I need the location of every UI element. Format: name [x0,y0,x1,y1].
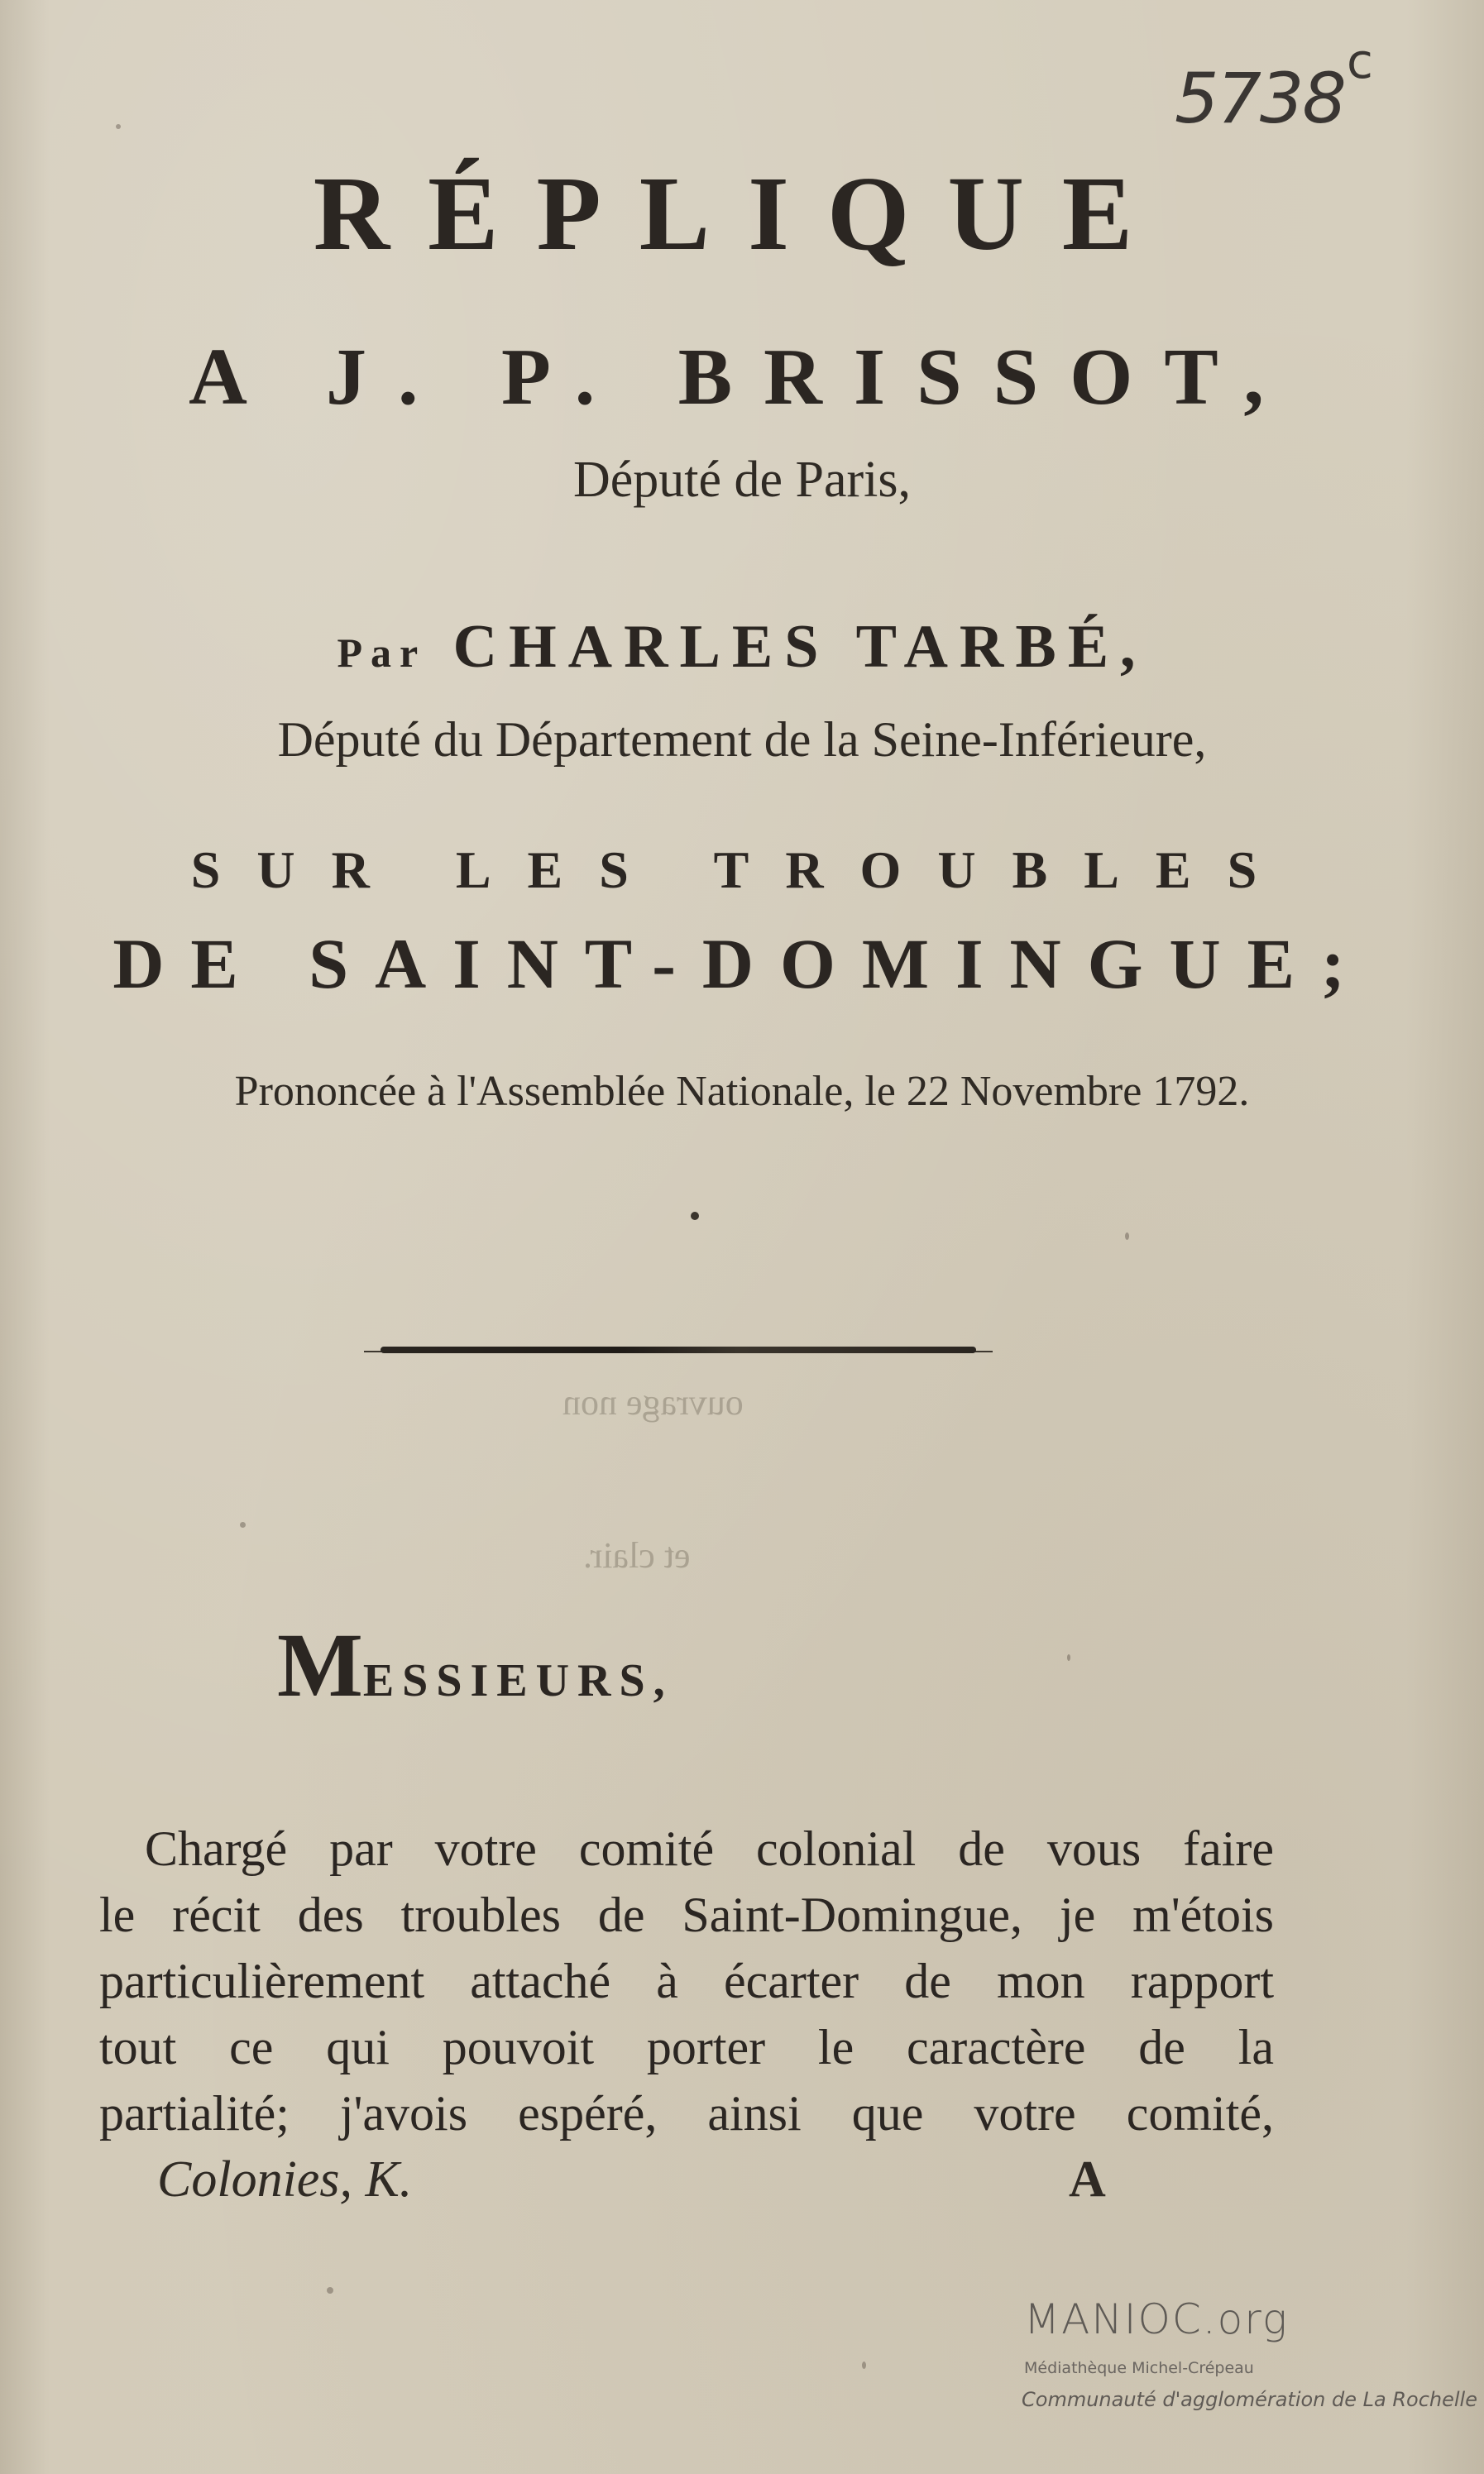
author-line [0,612,1484,682]
ornament-dot [691,1212,699,1220]
body-line-5: partialité; j'avois espéré, ainsi que votre comité, [99,2086,1274,2141]
bleed-through-2: et clair. [583,1535,691,1576]
subject-line-2: DE SAINT-DOMINGUE; [112,924,1372,1003]
paper-speck [116,124,121,129]
title-line-2: A J. P. BRISSOT, [189,333,1295,422]
signature-mark: Colonies, K. [157,2151,413,2208]
pronounced-line: Prononcée à l'Assemblée Nationale, le 22 Novembre 1792. [234,1068,1250,1115]
body-line-2: le récit des troubles de Saint-Domingue, je m'étois [99,1888,1274,1942]
shelfmark-number: 5738 [1175,58,1345,139]
paper-speck [1125,1232,1129,1240]
manioc-library: Médiathèque Michel-Crépeau [1024,2359,1254,2377]
paper-speck [327,2287,333,2294]
subject-line-1: SUR LES TROUBLES [190,840,1294,899]
deputy-of-paris: Député de Paris, [572,452,912,508]
body-line-3: particulièrement attaché à écarter de mon rapport [99,1954,1274,2008]
manioc-logo: MANIOC.org [1024,2295,1289,2343]
salutation-rest: ESSIEURS, [362,1655,673,1706]
paper-speck [1067,1654,1070,1661]
title-line-1: RÉPLIQUE [313,155,1171,272]
bleed-through-1: ouvrage non [562,1382,744,1423]
author-name: CHARLES TARBÉ, [452,613,1147,681]
body-line-1: Chargé par votre comité colonial de vous faire [145,1821,1274,1876]
separator-rule [381,1347,976,1353]
body-line-4: tout ce qui pouvoit porter le caractère de la [99,2020,1274,2074]
paper-speck [862,2362,866,2369]
salutation-initial: M [277,1615,363,1716]
shelfmark-suffix: c [1347,33,1373,89]
manioc-community: Communauté d'agglomération de La Rochelle [1022,2388,1477,2411]
signature-letter: A [1069,2151,1106,2208]
par-label: Par [337,629,427,676]
paper-speck [240,1522,246,1528]
salutation [277,1613,673,1718]
author-role: Député du Département de la Seine-Inférieure, [277,712,1207,767]
